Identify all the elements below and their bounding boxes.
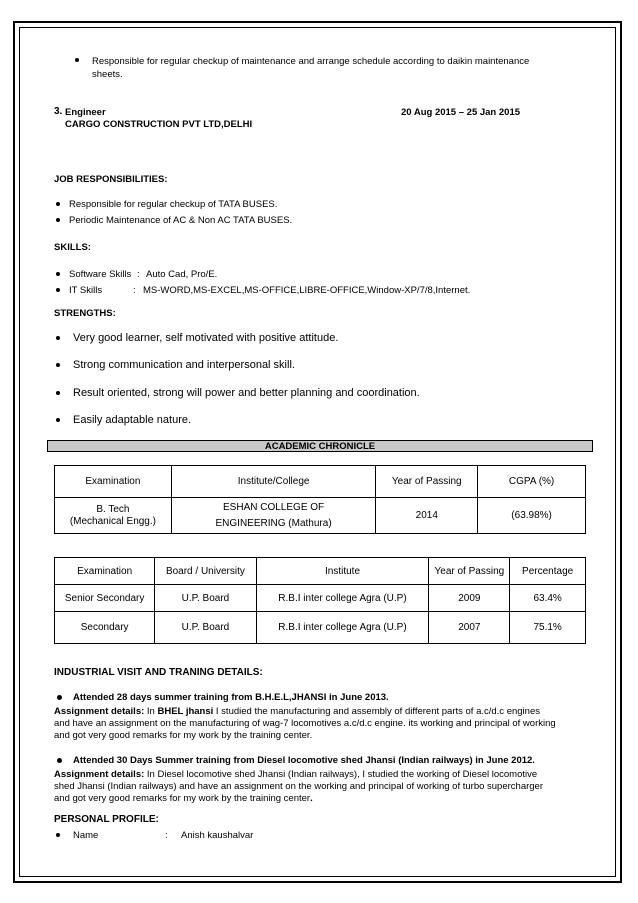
- table-header: Institute: [256, 558, 429, 585]
- personal-sep: :: [165, 830, 168, 841]
- text: and got very good remarks for my work by the training center: [54, 793, 311, 804]
- academic-heading: ACADEMIC CHRONICLE: [47, 440, 593, 452]
- table-row: [55, 585, 586, 612]
- top-bullet-text: Responsible for regular checkup of maintenance and arrange schedule according to daikin maintenance sheets.: [92, 56, 530, 80]
- table-cell: Senior Secondary: [55, 585, 155, 612]
- table-cell: [55, 498, 172, 534]
- job-resp-heading: JOB RESPONSIBILITIES:: [54, 174, 168, 185]
- strength-item: Very good learner, self motivated with positive attitude.: [73, 332, 339, 344]
- academic-table-1: [54, 465, 586, 534]
- bullet-icon: [56, 202, 60, 206]
- training-title: Attended 28 days summer training from B.H.E.L,JHANSI in June 2013.: [73, 692, 389, 703]
- strength-item: Result oriented, strong will power and better planning and coordination.: [73, 387, 420, 399]
- bullet-icon: [56, 288, 60, 292]
- table-cell: [171, 498, 376, 534]
- table-header: Examination: [55, 466, 172, 498]
- training-details-line: [54, 792, 313, 805]
- table-header: Examination: [55, 558, 155, 585]
- table-header: Year of Passing: [429, 558, 510, 585]
- table-cell: 75.1%: [510, 612, 586, 644]
- job-dates: 20 Aug 2015 – 25 Jan 2015: [401, 107, 521, 118]
- table-header: Institute/College: [171, 466, 376, 498]
- bullet-icon: [56, 218, 60, 222]
- bold-text: BHEL jhansi: [157, 706, 214, 717]
- personal-heading: PERSONAL PROFILE:: [54, 814, 159, 825]
- job-title: Engineer: [65, 107, 106, 118]
- training-details-line: shed Jhansi (Indian railways) and have an assignment on the working and principal of working of turbo supercharger: [54, 781, 543, 792]
- college-line2: ENGINEERING (Mathura): [215, 517, 332, 529]
- assignment-label: Assignment details:: [54, 769, 145, 780]
- table-cell: 2009: [429, 585, 510, 612]
- table-cell: R.B.I inter college Agra (U.P): [256, 612, 429, 644]
- skill-value: MS-WORD,MS-EXCEL,MS-OFFICE,LIBRE-OFFICE,Window-XP/7/8,Internet.: [143, 285, 471, 296]
- table-cell: Secondary: [55, 612, 155, 644]
- bullet-icon: [56, 833, 60, 837]
- skills-heading: SKILLS:: [54, 242, 91, 253]
- table-row: [55, 612, 586, 644]
- bullet-icon: [56, 272, 60, 276]
- skill-sep: :: [137, 269, 140, 280]
- skill-label: Software Skills: [69, 269, 132, 280]
- page-border-inner: [19, 27, 616, 877]
- training-title: Attended 30 Days Summer training from Diesel locomotive shed Jhansi (Indian railways) in June 2012.: [73, 755, 535, 766]
- bullet-icon: [56, 363, 60, 367]
- bullet-icon: [56, 391, 60, 395]
- table-cell: 63.4%: [510, 585, 586, 612]
- table-cell: U.P. Board: [155, 612, 256, 644]
- personal-name-label: Name: [73, 830, 99, 841]
- training-details-line: and have an assignment on the manufacturing of wag-7 locomotives a.c/d.c engine. its working and principal of working: [54, 718, 556, 729]
- job-company: CARGO CONSTRUCTION PVT LTD,DELHI: [65, 119, 253, 130]
- job-resp-item: Responsible for regular checkup of TATA BUSES.: [69, 199, 278, 210]
- strength-item: Easily adaptable nature.: [73, 414, 192, 426]
- academic-table-2: [54, 557, 586, 644]
- bullet-icon: [57, 758, 62, 763]
- text: .: [310, 793, 313, 804]
- assignment-label: Assignment details:: [54, 706, 145, 717]
- bullet-icon: [56, 418, 60, 422]
- text: In: [144, 706, 158, 717]
- bullet-icon: [57, 695, 62, 700]
- job-number: 3.: [54, 106, 63, 117]
- training-details-line: and got very good remarks for my work by the training center.: [54, 730, 313, 741]
- table-header: Board / University: [155, 558, 256, 585]
- table-cell: 2014: [376, 498, 478, 534]
- table-header: Percentage: [510, 558, 586, 585]
- table-cell: (63.98%): [478, 498, 586, 534]
- strengths-heading: STRENGTHS:: [54, 308, 116, 319]
- skill-label: IT Skills: [69, 285, 103, 296]
- college-line1: ESHAN COLLEGE OF: [223, 501, 325, 513]
- text: In Diesel locomotive shed Jhansi (Indian railways), I studied the working of Diesel locomotive: [144, 769, 538, 780]
- table-header: CGPA (%): [478, 466, 586, 498]
- industrial-heading: INDUSTRIAL VISIT AND TRANING DETAILS:: [54, 667, 263, 678]
- table-cell: R.B.I inter college Agra (U.P): [256, 585, 429, 612]
- bullet-icon: [75, 58, 79, 62]
- bullet-icon: [56, 336, 60, 340]
- skill-value: Auto Cad, Pro/E.: [146, 269, 218, 280]
- degree-name: B. Tech: [96, 503, 130, 515]
- job-resp-item: Periodic Maintenance of AC & Non AC TATA BUSES.: [69, 215, 293, 226]
- table-cell: 2007: [429, 612, 510, 644]
- text: I studied the manufacturing and assembly of different parts of a.c/d.c engines: [213, 706, 540, 717]
- personal-name-value: Anish kaushalvar: [181, 830, 254, 841]
- degree-branch: (Mechanical Engg.): [69, 515, 156, 527]
- table-cell: U.P. Board: [155, 585, 256, 612]
- strength-item: Strong communication and interpersonal skill.: [73, 359, 295, 371]
- table-header: Year of Passing: [376, 466, 478, 498]
- skill-sep: :: [133, 285, 136, 296]
